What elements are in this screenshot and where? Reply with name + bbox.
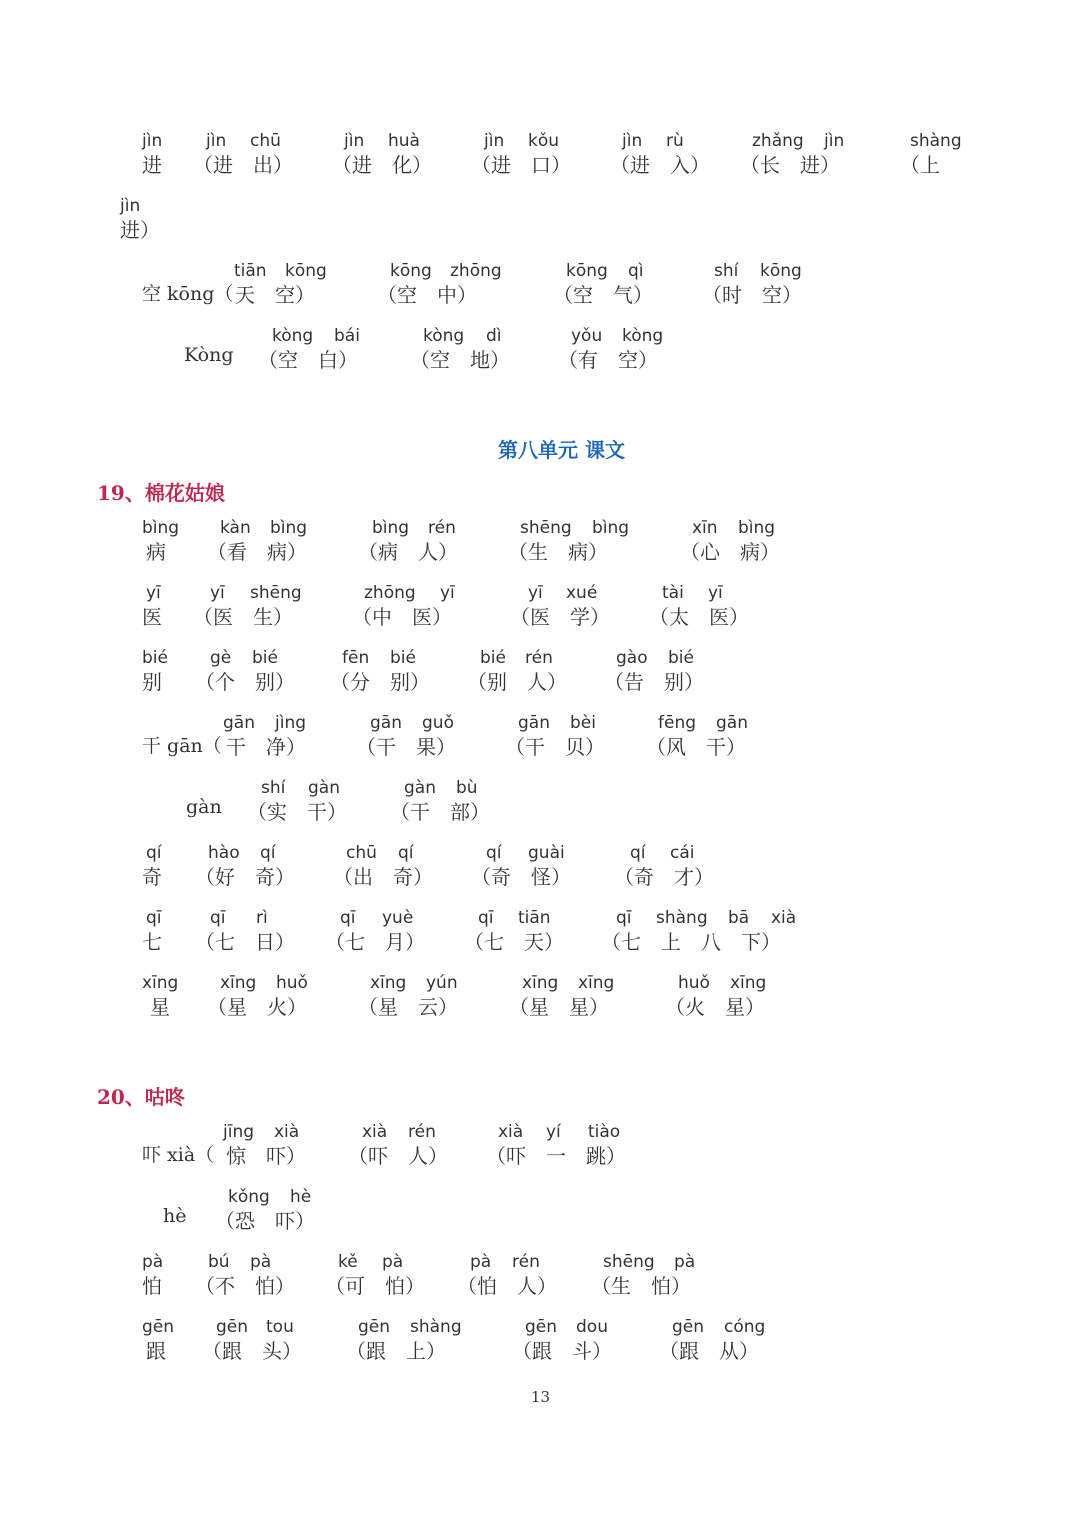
pinyin-text: jìn — [622, 131, 643, 151]
hanzi-text: （七 上 八 下） — [601, 930, 781, 954]
hanzi-text: （奇 才） — [614, 865, 714, 889]
pinyin-text: shēng — [603, 1252, 655, 1272]
pinyin-text: gān — [518, 713, 550, 733]
pinyin-text: gēn — [142, 1317, 175, 1337]
pinyin-text: bú — [208, 1252, 230, 1272]
pinyin-text: rén — [525, 648, 553, 668]
pinyin-text: yǒu — [571, 326, 603, 346]
pinyin-text: xīn — [692, 518, 718, 538]
pinyin-text: xīng — [142, 973, 179, 993]
hanzi-text: （七 月） — [325, 930, 425, 954]
pinyin-text: jìn — [206, 131, 227, 151]
hanzi-text: 别 — [142, 670, 162, 694]
pinyin-text: jìn — [344, 131, 365, 151]
hanzi-text: （上 — [900, 153, 940, 177]
pinyin-text: bā — [728, 908, 750, 928]
hanzi-text: 干 净） — [226, 735, 306, 759]
hanzi-text: （七 日） — [195, 930, 295, 954]
pinyin-text: gēn — [358, 1317, 391, 1337]
hanzi-text: （干 贝） — [505, 735, 605, 759]
pinyin-text: xīng — [370, 973, 407, 993]
pinyin-text: qī — [210, 908, 226, 928]
pinyin-text: shēng — [520, 518, 572, 538]
hanzi-text: （可 怕） — [325, 1274, 425, 1298]
hanzi-text: （空 地） — [410, 348, 510, 372]
pinyin-text: qī — [340, 908, 356, 928]
hanzi-text: （跟 斗） — [512, 1339, 612, 1363]
hanzi-text: （进 化） — [332, 153, 432, 177]
pinyin-text: kě — [338, 1252, 358, 1272]
lesson-title-19: 19、棉花姑娘 — [97, 481, 225, 505]
pinyin-text: xué — [566, 583, 598, 603]
pinyin-text: bù — [456, 778, 478, 798]
pinyin-text: jìn — [142, 131, 163, 151]
pinyin-text: jìn — [120, 196, 141, 216]
pinyin-text: bìng — [270, 518, 308, 538]
pinyin-text: qí — [486, 843, 502, 863]
pinyin-text: qí — [146, 843, 162, 863]
hanzi-text: （干 果） — [356, 735, 456, 759]
hanzi-text: （星 星） — [509, 995, 609, 1019]
pinyin-text: qī — [146, 908, 162, 928]
char-label: 空 kōng（ — [142, 283, 234, 305]
hanzi-text: 怕 — [142, 1274, 162, 1298]
hanzi-text: （进 入） — [610, 153, 710, 177]
pinyin-text: kōng — [390, 261, 432, 281]
pinyin-text: bèi — [570, 713, 596, 733]
pinyin-text: tiān — [518, 908, 551, 928]
pinyin-text: fēn — [342, 648, 370, 668]
pinyin-text: kòng — [272, 326, 314, 346]
pinyin-text: tiào — [588, 1122, 621, 1142]
hanzi-text: 奇 — [142, 865, 162, 889]
hanzi-text: （进 口） — [471, 153, 571, 177]
pinyin-text: huǒ — [276, 973, 308, 993]
hanzi-text: （实 干） — [247, 800, 347, 824]
pinyin-text: rén — [512, 1252, 540, 1272]
hanzi-text: （奇 怪） — [471, 865, 571, 889]
pinyin-text: gàn — [308, 778, 340, 798]
pinyin-text: jìng — [275, 713, 307, 733]
hanzi-text: 进） — [120, 218, 160, 242]
hanzi-text: （风 干） — [646, 735, 746, 759]
char-label: 吓 xià（ — [142, 1144, 215, 1166]
pinyin-text: xià — [498, 1122, 524, 1142]
char-label: 干 gān（ — [142, 735, 222, 757]
pinyin-text: rì — [256, 908, 268, 928]
pinyin-text: yī — [210, 583, 225, 603]
hanzi-text: （干 部） — [390, 800, 490, 824]
pinyin-text: yún — [426, 973, 458, 993]
pinyin-text: bié — [668, 648, 694, 668]
page-number: 13 — [531, 1388, 551, 1406]
hanzi-text: （分 别） — [330, 670, 430, 694]
pinyin-text: bié — [142, 648, 168, 668]
pinyin-text: hè — [290, 1187, 312, 1207]
pinyin-text: gè — [210, 648, 232, 668]
hanzi-text: （有 空） — [558, 348, 658, 372]
pinyin-text: zhōng — [450, 261, 502, 281]
pinyin-text: zhǎng — [752, 131, 804, 151]
pinyin-text: qī — [616, 908, 632, 928]
pinyin-text: jìn — [484, 131, 505, 151]
hanzi-text: （长 进） — [740, 153, 840, 177]
pinyin-text: shàng — [410, 1317, 462, 1337]
pinyin-text: cóng — [724, 1317, 766, 1337]
hanzi-text: （好 奇） — [195, 865, 295, 889]
pinyin-text: bái — [334, 326, 360, 346]
pinyin-text: shí — [714, 261, 739, 281]
pinyin-text: kōng — [566, 261, 608, 281]
pinyin-text: xià — [771, 908, 797, 928]
hanzi-text: （跟 从） — [659, 1339, 759, 1363]
hanzi-text: （看 病） — [207, 540, 307, 564]
hanzi-text: 医 — [142, 605, 162, 629]
pinyin-text: cái — [670, 843, 695, 863]
hanzi-text: （病 人） — [358, 540, 458, 564]
pinyin-text: qí — [398, 843, 414, 863]
pinyin-text: gàn — [404, 778, 436, 798]
pinyin-text: xīng — [730, 973, 767, 993]
hanzi-text: （跟 上） — [346, 1339, 446, 1363]
pinyin-text: zhōng — [364, 583, 416, 603]
hanzi-text: （星 云） — [358, 995, 458, 1019]
pinyin-text: shàng — [656, 908, 708, 928]
hanzi-text: 天 空） — [235, 283, 315, 307]
pinyin-text: xīng — [578, 973, 615, 993]
pinyin-text: shàng — [910, 131, 962, 151]
hanzi-text: （生 怕） — [591, 1274, 691, 1298]
unit-title: 第八单元 课文 — [498, 438, 625, 462]
hanzi-text: （星 火） — [207, 995, 307, 1019]
pinyin-text: rù — [666, 131, 684, 151]
pinyin-text: huà — [388, 131, 420, 151]
pinyin-text: yī — [440, 583, 455, 603]
hanzi-text: （恐 吓） — [215, 1209, 315, 1233]
pinyin-text: chū — [250, 131, 281, 151]
pinyin-text: guài — [528, 843, 565, 863]
pinyin-text: gān — [716, 713, 748, 733]
pinyin-text: dì — [486, 326, 502, 346]
pinyin-text: huǒ — [678, 973, 710, 993]
pinyin-text: xià — [274, 1122, 300, 1142]
pinyin-text: tou — [266, 1317, 294, 1337]
pinyin-text: pà — [250, 1252, 272, 1272]
pinyin-text: gēn — [525, 1317, 558, 1337]
hanzi-text: 星 — [150, 995, 170, 1019]
pinyin-text: kōng — [760, 261, 802, 281]
pinyin-text: yí — [546, 1122, 561, 1142]
hanzi-text: （心 病） — [680, 540, 780, 564]
pinyin-text: jìn — [824, 131, 845, 151]
pinyin-text: kòng — [622, 326, 664, 346]
pinyin-text: kǒng — [228, 1187, 270, 1207]
pinyin-text: gēn — [672, 1317, 705, 1337]
pinyin-text: bié — [480, 648, 506, 668]
pinyin-text: qì — [628, 261, 644, 281]
pinyin-text: guǒ — [422, 713, 454, 733]
pinyin-text: gēn — [216, 1317, 249, 1337]
pinyin-text: gān — [370, 713, 402, 733]
pinyin-text: bié — [390, 648, 416, 668]
pinyin-text: bìng — [142, 518, 180, 538]
hanzi-text: （别 人） — [467, 670, 567, 694]
pinyin-text: kàn — [220, 518, 251, 538]
pinyin-text: jīng — [223, 1122, 255, 1142]
hanzi-text: （空 中） — [377, 283, 477, 307]
hanzi-text: （告 别） — [604, 670, 704, 694]
pinyin-text: tài — [662, 583, 684, 603]
pinyin-text: shí — [261, 778, 286, 798]
pinyin-text: hào — [208, 843, 240, 863]
pinyin-text: bìng — [372, 518, 410, 538]
hanzi-text: （医 学） — [510, 605, 610, 629]
pinyin-text: gào — [616, 648, 648, 668]
pinyin-text: pà — [674, 1252, 696, 1272]
pinyin-text: pà — [142, 1252, 164, 1272]
hanzi-text: （火 星） — [665, 995, 765, 1019]
hanzi-text: （时 空） — [702, 283, 802, 307]
hanzi-text: 病 — [146, 540, 166, 564]
pinyin-text: pà — [382, 1252, 404, 1272]
pinyin-text: fēng — [658, 713, 697, 733]
hanzi-text: （出 奇） — [333, 865, 433, 889]
pinyin-text: xīng — [522, 973, 559, 993]
pinyin-text: qī — [478, 908, 494, 928]
hanzi-text: 七 — [142, 930, 162, 954]
hanzi-text: （七 天） — [464, 930, 564, 954]
pinyin-text: xīng — [220, 973, 257, 993]
hanzi-text: （个 别） — [195, 670, 295, 694]
pinyin-text: bié — [252, 648, 278, 668]
pinyin-text: qí — [630, 843, 646, 863]
hanzi-text: 惊 吓） — [226, 1144, 306, 1168]
pinyin-text: dou — [576, 1317, 608, 1337]
hanzi-text: （生 病） — [508, 540, 608, 564]
pinyin-text: yī — [708, 583, 723, 603]
pinyin-text: rén — [408, 1122, 436, 1142]
hanzi-text: （中 医） — [352, 605, 452, 629]
pinyin-text: kōng — [285, 261, 327, 281]
pinyin-text: qí — [260, 843, 276, 863]
pinyin-text: yī — [528, 583, 543, 603]
hanzi-text: （空 白） — [258, 348, 358, 372]
hanzi-text: （进 出） — [193, 153, 293, 177]
pinyin-text: bìng — [738, 518, 776, 538]
pinyin-text: pà — [470, 1252, 492, 1272]
pinyin-text: chū — [346, 843, 377, 863]
char-label: gàn — [186, 796, 222, 818]
pinyin-text: yuè — [382, 908, 414, 928]
hanzi-text: （太 医） — [649, 605, 749, 629]
hanzi-text: 进 — [142, 153, 162, 177]
pinyin-text: shēng — [250, 583, 302, 603]
hanzi-text: （空 气） — [553, 283, 653, 307]
pinyin-text: kòng — [423, 326, 465, 346]
hanzi-text: （不 怕） — [195, 1274, 295, 1298]
hanzi-text: 跟 — [146, 1339, 166, 1363]
pinyin-text: tiān — [234, 261, 267, 281]
pinyin-text: bìng — [592, 518, 630, 538]
lesson-title-20: 20、咕咚 — [97, 1085, 185, 1109]
pinyin-text: gān — [223, 713, 255, 733]
pinyin-text: rén — [428, 518, 456, 538]
hanzi-text: （怕 人） — [457, 1274, 557, 1298]
pinyin-text: xià — [362, 1122, 388, 1142]
hanzi-text: （吓 人） — [348, 1144, 448, 1168]
pinyin-text: kǒu — [528, 131, 560, 151]
hanzi-text: （跟 头） — [202, 1339, 302, 1363]
hanzi-text: （医 生） — [193, 605, 293, 629]
char-label: hè — [163, 1205, 187, 1227]
pinyin-text: yī — [146, 583, 161, 603]
char-label: Kòng — [184, 344, 234, 366]
hanzi-text: （吓 一 跳） — [486, 1144, 626, 1168]
